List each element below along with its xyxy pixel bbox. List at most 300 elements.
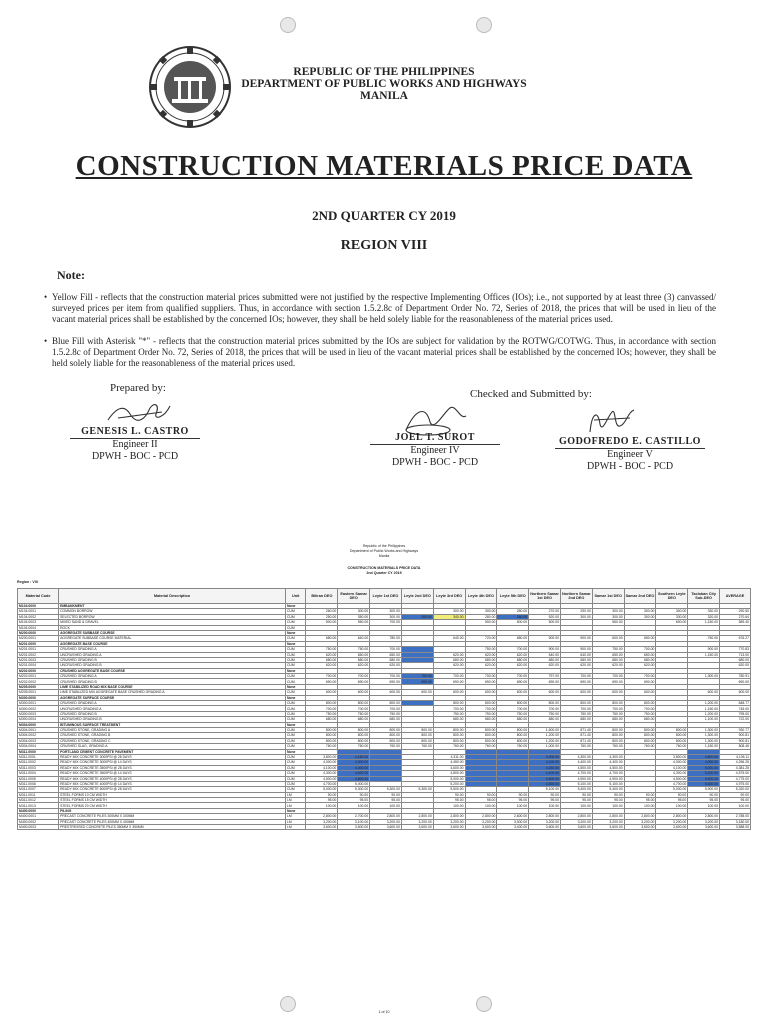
table-cell: LM: [285, 798, 306, 803]
table-cell: 4,100.00: [529, 760, 561, 765]
table-cell: 760.00: [433, 744, 465, 749]
table-cell: MIXED SAND & GRAVEL: [59, 620, 286, 625]
table-cell: 800.00: [624, 701, 656, 706]
table-cell: 620.00: [720, 663, 751, 668]
table-cell: CUM: [285, 652, 306, 657]
table-cell: 871.40: [560, 738, 592, 743]
table-cell: None: [285, 668, 306, 673]
table-cell: 680.00: [560, 717, 592, 722]
table-cell: 100.00: [720, 803, 751, 808]
table-cell: 300.00: [370, 614, 402, 619]
table-cell: 290.00: [560, 609, 592, 614]
table-cell: 4,250.00: [529, 765, 561, 770]
column-header: Leyte 1st DEO: [370, 589, 402, 604]
table-cell: 680.00: [529, 717, 561, 722]
table-cell: 3,200.00: [306, 819, 338, 824]
table-cell: 100.00: [370, 803, 402, 808]
table-cell: 620.00: [529, 663, 561, 668]
table-cell: CRUSHED GRADING B: [59, 711, 286, 716]
table-cell: CUM: [285, 733, 306, 738]
signatory-office: DPWH - BOC - PCD: [91, 451, 179, 462]
table-cell: 800.00: [306, 727, 338, 732]
table-cell: CUM: [285, 776, 306, 781]
table-cell: 300.00: [656, 609, 688, 614]
table-cell: M202.0001: [18, 674, 59, 679]
table-cell: 700.00: [338, 706, 370, 711]
table-cell: 600.00: [529, 690, 561, 695]
table-cell: 620.00: [306, 652, 338, 657]
table-cell: 1,150.00: [688, 744, 720, 749]
table-cell: 500.00: [497, 620, 529, 625]
table-cell: AGGREGATE SUBBASE COURSE MATERIAL: [59, 636, 286, 641]
table-cell: 800.00: [497, 733, 529, 738]
table-cell: LM: [285, 792, 306, 797]
table-cell: 620.00: [433, 652, 465, 657]
table-cell: 690.00: [529, 679, 561, 684]
table-cell: 1,300.00: [688, 674, 720, 679]
table-cell: 800.00: [401, 733, 433, 738]
table-cell: 795.00: [720, 711, 751, 716]
column-header: Tacloban City Sub-DEO: [688, 589, 720, 604]
table-cell: 280.00: [497, 609, 529, 614]
table-cell: M304.0004: [18, 744, 59, 749]
table-cell: 1,300.00: [688, 738, 720, 743]
table-cell: 770.83: [720, 647, 751, 652]
table-cell: 713.00: [720, 652, 751, 657]
table-cell: 808.46: [720, 744, 751, 749]
table-cell: 760.00: [497, 744, 529, 749]
column-header: Leyte 5th DEO: [497, 589, 529, 604]
table-cell: 680.00: [465, 657, 497, 662]
table-cell: 2,800.00: [529, 814, 561, 819]
table-cell: 700.00: [401, 674, 433, 679]
table-cell: 650.00: [624, 652, 656, 657]
table-cell: LIME STABILIZED ROAD MIX BASE COURSE: [59, 684, 286, 689]
table-cell: 690.00: [465, 679, 497, 684]
table-cell: UNCRUSHED GRADING A: [59, 652, 286, 657]
table-cell: 620.00: [465, 663, 497, 668]
table-cell: 350.00: [338, 614, 370, 619]
table-cell: M300.0001: [18, 701, 59, 706]
table-cell: 3,800.00: [656, 754, 688, 759]
table-cell: 600.00: [497, 690, 529, 695]
table-cell: LM: [285, 803, 306, 808]
table-cell: READY MIX CONCRETE 3500PSI @ 14 DAYS: [59, 771, 286, 776]
page2-region-label: Region : VIII: [17, 580, 38, 584]
table-cell: 300.00: [401, 614, 433, 619]
table-cell: M400.0002: [18, 819, 59, 824]
table-cell: 4,256.25: [720, 760, 751, 765]
table-cell: CUM: [285, 620, 306, 625]
table-cell: 5,320.00: [720, 787, 751, 792]
table-cell: M202.0000: [18, 668, 59, 673]
table-cell: CUM: [285, 787, 306, 792]
table-cell: M201.0002: [18, 652, 59, 657]
table-cell: 930.77: [720, 727, 751, 732]
table-cell: M311.0002: [18, 760, 59, 765]
table-cell: 800.00: [624, 727, 656, 732]
table-cell: M311.0006: [18, 781, 59, 786]
table-cell: M311.0000: [18, 749, 59, 754]
table-cell: M304.0003: [18, 738, 59, 743]
table-cell: COMMON BORROW: [59, 609, 286, 614]
table-cell: 270.00: [529, 609, 561, 614]
table-cell: 300.00: [433, 609, 465, 614]
table-cell: 750.00: [433, 711, 465, 716]
table-cell: 800.00: [656, 738, 688, 743]
table-cell: 4,100.00: [656, 765, 688, 770]
table-cell: M202.0002: [18, 679, 59, 684]
table-cell: 750.00: [370, 711, 402, 716]
table-cell: 3,200.00: [370, 819, 402, 824]
table-cell: 800.00: [592, 733, 624, 738]
table-cell: 760.00: [656, 744, 688, 749]
table-cell: 3,200.00: [529, 819, 561, 824]
table-cell: PORTLAND CEMENT CONCRETE PAVEMENT: [59, 749, 286, 754]
table-cell: 5,100.00: [592, 781, 624, 786]
signatory-office: DPWH - BOC - PCD: [391, 457, 479, 468]
table-cell: 760.00: [338, 744, 370, 749]
table-cell: 680.00: [624, 657, 656, 662]
table-cell: 600.00: [720, 690, 751, 695]
table-cell: CUM: [285, 727, 306, 732]
table-cell: 1,150.00: [688, 620, 720, 625]
table-cell: 1,150.00: [688, 652, 720, 657]
table-row: [18, 825, 751, 830]
table-cell: CUM: [285, 765, 306, 770]
quarter-label: 2ND QUARTER CY 2019: [312, 208, 456, 223]
table-cell: 700.00: [370, 647, 402, 652]
table-cell: 2,800.00: [401, 814, 433, 819]
table-cell: 2,800.00: [592, 814, 624, 819]
table-cell: 600.00: [560, 690, 592, 695]
table-cell: CUM: [285, 657, 306, 662]
table-cell: AGGREGATE SURFACE COURSE: [59, 695, 286, 700]
table-cell: 3,000.00: [497, 819, 529, 824]
table-cell: 700.00: [497, 647, 529, 652]
table-cell: READY MIX CONCRETE 3000PSI @ 14 DAYS: [59, 760, 286, 765]
page2-header-republic: Republic of the Philippines: [362, 544, 406, 548]
table-cell: 90.00: [688, 792, 720, 797]
table-cell: M201.0003: [18, 657, 59, 662]
table-cell: 690.00: [720, 679, 751, 684]
prepared-by-label: Prepared by:: [110, 382, 166, 394]
table-cell: 1,100.00: [688, 717, 720, 722]
table-cell: 3,800.00: [306, 754, 338, 759]
table-cell: 300.00: [624, 614, 656, 619]
table-cell: 3,600.00: [465, 825, 497, 830]
table-cell: 95.00: [529, 798, 561, 803]
table-cell: 4,600.00: [529, 776, 561, 781]
signatory-name: JOEL T. SUROT: [395, 432, 475, 443]
table-cell: 680.00: [338, 717, 370, 722]
table-cell: 3,900.00: [529, 754, 561, 759]
table-cell: 100.00: [497, 803, 529, 808]
table-cell: 589.40: [720, 620, 751, 625]
table-cell: 4,600.00: [338, 771, 370, 776]
table-cell: UNCRUSHED GRADING A: [59, 706, 286, 711]
table-cell: M311.0003: [18, 765, 59, 770]
table-cell: 900.81: [720, 738, 751, 743]
table-cell: 4,400.00: [592, 760, 624, 765]
table-cell: 871.40: [560, 727, 592, 732]
table-cell: 700.00: [624, 647, 656, 652]
table-cell: 620.00: [465, 652, 497, 657]
table-cell: 3,200.00: [560, 819, 592, 824]
table-cell: 300.00: [338, 609, 370, 614]
table-cell: 1,000.00: [529, 744, 561, 749]
table-cell: 640.00: [338, 636, 370, 641]
table-cell: 650.00: [624, 636, 656, 641]
table-cell: READY MIX CONCRETE 5000PSI @ 28 DAYS: [59, 787, 286, 792]
table-cell: 3,600.00: [433, 825, 465, 830]
table-cell: 4,800.00: [338, 776, 370, 781]
column-header: Samar 1st DEO: [592, 589, 624, 604]
table-cell: 600.00: [688, 690, 720, 695]
table-cell: 330.00: [656, 614, 688, 619]
table-cell: 4,900.00: [560, 776, 592, 781]
table-cell: M200.0001: [18, 636, 59, 641]
table-cell: CUM: [285, 711, 306, 716]
table-cell: 680.00: [529, 657, 561, 662]
table-cell: None: [285, 695, 306, 700]
table-cell: 4,600.00: [433, 765, 465, 770]
table-cell: 5,100.00: [529, 787, 561, 792]
table-cell: 4,000.00: [306, 760, 338, 765]
table-cell: 680.00: [497, 657, 529, 662]
table-cell: 95.00: [560, 798, 592, 803]
table-cell: 90.00: [497, 792, 529, 797]
table-cell: 3,600.00: [306, 825, 338, 830]
table-cell: M201.0001: [18, 647, 59, 652]
table-cell: 640.00: [529, 652, 561, 657]
table-cell: 750.00: [497, 711, 529, 716]
table-cell: 800.00: [338, 727, 370, 732]
table-cell: None: [285, 604, 306, 609]
table-cell: 680.00: [370, 717, 402, 722]
table-cell: 100.00: [592, 803, 624, 808]
table-cell: 3,600.00: [560, 825, 592, 830]
table-cell: 3,600.00: [656, 825, 688, 830]
table-cell: 5,200.00: [433, 781, 465, 786]
table-cell: M104.0003: [18, 620, 59, 625]
table-cell: 4,100.00: [306, 765, 338, 770]
table-cell: 300.00: [465, 609, 497, 614]
table-cell: 3,200.00: [624, 819, 656, 824]
table-cell: 800.00: [465, 727, 497, 732]
table-cell: 4,700.00: [592, 771, 624, 776]
table-cell: . 750.00: [688, 636, 720, 641]
table-cell: M311.0007: [18, 787, 59, 792]
table-cell: 4,700.00: [306, 781, 338, 786]
table-cell: 900.81: [720, 733, 751, 738]
table-cell: 800.00: [338, 733, 370, 738]
table-cell: 620.00: [624, 663, 656, 668]
table-cell: 800.00: [401, 727, 433, 732]
table-cell: 2,800.00: [624, 814, 656, 819]
table-cell: M205.0000: [18, 684, 59, 689]
column-header: Material Code: [18, 589, 59, 604]
table-cell: CRUSHED AGGREGATE BASE COURSE: [59, 668, 286, 673]
table-cell: 700.00: [529, 706, 561, 711]
table-cell: 4,400.00: [560, 760, 592, 765]
table-cell: 680.00: [433, 657, 465, 662]
table-cell: 690.00: [592, 679, 624, 684]
table-cell: 4,150.00: [338, 754, 370, 759]
table-cell: 5,600.00: [688, 781, 720, 786]
table-cell: 100.00: [560, 803, 592, 808]
table-cell: CRUSHED SLAG, GRADING A: [59, 744, 286, 749]
column-header: Northern Samar 1st DEO: [529, 589, 561, 604]
table-cell: 750.00: [306, 647, 338, 652]
table-cell: 680.00: [433, 717, 465, 722]
table-cell: None: [285, 684, 306, 689]
table-cell: LIME STABILIZED MIX AGGREGATE BASE CRUSHED GRADING A: [59, 690, 286, 695]
table-cell: M400.0001: [18, 814, 59, 819]
table-cell: 5,200.00: [688, 771, 720, 776]
table-cell: 650.00: [370, 652, 402, 657]
table-cell: CUM: [285, 706, 306, 711]
document-title: CONSTRUCTION MATERIALS PRICE DATA: [75, 150, 693, 182]
table-cell: 3,500.00: [338, 825, 370, 830]
table-cell: 100.00: [338, 803, 370, 808]
page-number: 1 of 10: [378, 1010, 390, 1014]
table-cell: 800.00: [592, 701, 624, 706]
table-cell: 500.00: [465, 620, 497, 625]
table-cell: 800.00: [529, 701, 561, 706]
table-cell: UNCRUSHED GRADING B: [59, 663, 286, 668]
column-header: Northern Samar 2nd DEO: [560, 589, 592, 604]
table-body: [18, 604, 751, 830]
table-cell: 95.00: [306, 798, 338, 803]
table-cell: 800.00: [592, 738, 624, 743]
table-cell: 745.00: [720, 706, 751, 711]
table-cell: PRECAST CONCRETE PILES 400MM X 400MM: [59, 819, 286, 824]
table-cell: 95.00: [688, 798, 720, 803]
table-cell: 4,300.00: [560, 754, 592, 759]
table-cell: 4,000.00: [656, 760, 688, 765]
table-cell: SELECTED BORROW: [59, 614, 286, 619]
note-blue-fill: Blue Fill with Asterisk "*" - reflects that the construction material prices submitted by the IOs are subject for validation by the ROTWG/COTWG. Thus, in accordance with section 1.5.2.8c of Department Order No. 72, Series of 2018, the prices that will be used in lieu of the vacant material prices shall be established by the concerned IOs; however, they shall be held solely liable for the reasonableness of the material prices used.: [52, 336, 716, 368]
table-cell: 750.00: [592, 647, 624, 652]
table-cell: 600.00: [338, 690, 370, 695]
table-cell: 300.00: [592, 609, 624, 614]
table-cell: 280.00: [465, 614, 497, 619]
table-cell: CRUSHED STONE, GRADING A: [59, 727, 286, 732]
table-cell: CUM: [285, 609, 306, 614]
table-cell: 300.00: [624, 609, 656, 614]
table-cell: 700.00: [497, 706, 529, 711]
table-cell: 4,300.00: [306, 771, 338, 776]
table-cell: 3,588.00: [720, 825, 751, 830]
table-cell: CUM: [285, 717, 306, 722]
table-cell: 780.91: [720, 674, 751, 679]
table-cell: 700.00: [370, 620, 402, 625]
table-cell: CRUSHED GRADING B: [59, 679, 286, 684]
table-cell: 750.00: [338, 711, 370, 716]
table-cell: 95.00: [497, 798, 529, 803]
table-cell: LM: [285, 819, 306, 824]
table-cell: STEEL FORMS 15 CM WIDTH: [59, 798, 286, 803]
table-cell: M300.0002: [18, 706, 59, 711]
column-header: Material Description: [59, 589, 286, 604]
table-cell: 100.00: [624, 803, 656, 808]
table-cell: 4,400.00: [529, 771, 561, 776]
table-cell: 680.00: [338, 657, 370, 662]
table-cell: 90.00: [465, 792, 497, 797]
table-cell: 690.00: [338, 679, 370, 684]
table-cell: 95.00: [465, 798, 497, 803]
table-cell: CUM: [285, 744, 306, 749]
table-cell: 800.00: [370, 701, 402, 706]
table-cell: None: [285, 641, 306, 646]
table-cell: 250.00: [306, 614, 338, 619]
table-cell: 600.00: [306, 690, 338, 695]
table-cell: 4,311.00: [433, 754, 465, 759]
table-cell: 3,600.00: [592, 825, 624, 830]
table-cell: 750.00: [306, 711, 338, 716]
table-cell: 800.00: [370, 738, 402, 743]
table-cell: 680.00: [370, 657, 402, 662]
table-cell: 300.00: [592, 614, 624, 619]
table-cell: STEEL FORMS 20 CM WIDTH: [59, 803, 286, 808]
table-cell: 680.00: [497, 717, 529, 722]
table-cell: 4,900.00: [592, 776, 624, 781]
table-cell: 2,800.00: [656, 814, 688, 819]
table-cell: M311.0004: [18, 771, 59, 776]
table-cell: 676.27: [720, 636, 751, 641]
table-cell: 4,450.00: [433, 760, 465, 765]
table-cell: M311.0013: [18, 803, 59, 808]
table-cell: 680.00: [624, 717, 656, 722]
table-cell: 800.00: [624, 738, 656, 743]
table-cell: 800.00: [465, 701, 497, 706]
table-cell: 600.00: [592, 690, 624, 695]
table-cell: M400.0003: [18, 825, 59, 830]
table-cell: M300.0004: [18, 717, 59, 722]
table-cell: 3,400.00: [497, 825, 529, 830]
table-cell: 4,500.00: [592, 765, 624, 770]
table-cell: 760.00: [306, 744, 338, 749]
table-cell: 800.00: [306, 733, 338, 738]
table-cell: 3,600.00: [370, 825, 402, 830]
table-cell: 1,600.00: [529, 727, 561, 732]
table-cell: CUM: [285, 701, 306, 706]
table-cell: 750.00: [592, 711, 624, 716]
table-cell: 90.00: [624, 792, 656, 797]
table-cell: 4,575.00: [720, 771, 751, 776]
table-cell: 600.00: [592, 636, 624, 641]
table-cell: 750.00: [338, 647, 370, 652]
table-cell: 800.00: [592, 727, 624, 732]
table-cell: 3,600.00: [688, 825, 720, 830]
table-cell: 800.00: [401, 738, 433, 743]
table-cell: 600.00: [624, 690, 656, 695]
table-cell: M304.0002: [18, 733, 59, 738]
table-cell: 2,600.00: [497, 814, 529, 819]
table-cell: 4,500.00: [306, 776, 338, 781]
table-cell: 900.00: [529, 636, 561, 641]
table-cell: 700.00: [433, 674, 465, 679]
table-cell: 2,788.00: [720, 814, 751, 819]
table-cell: 3,600.00: [624, 825, 656, 830]
signature-castillo-icon: [584, 406, 640, 438]
table-cell: 680.00: [306, 636, 338, 641]
table-cell: M300.0003: [18, 711, 59, 716]
table-cell: 3,200.00: [433, 819, 465, 824]
table-cell: 520.00: [529, 614, 561, 619]
table-cell: CUM: [285, 663, 306, 668]
